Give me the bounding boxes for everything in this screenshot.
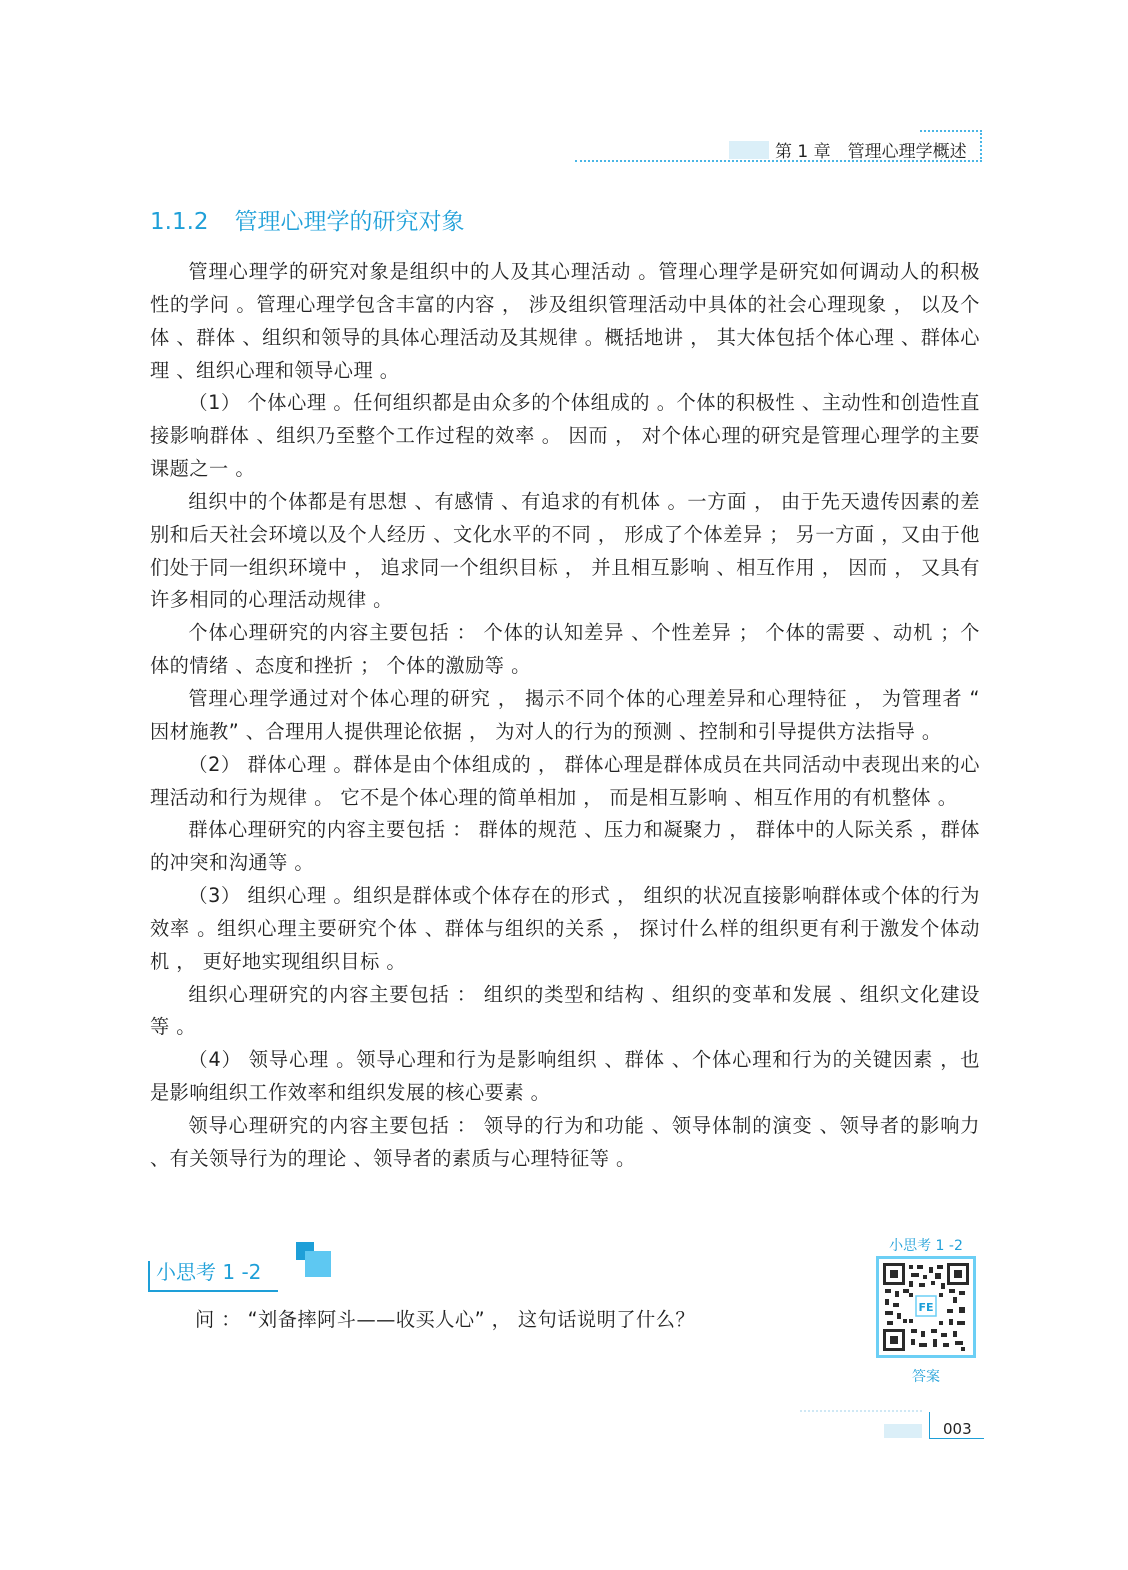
body-text xyxy=(150,256,980,1176)
section-heading xyxy=(150,203,465,236)
paragraph: 组织中的个体都是有思想 、有感情 、有追求的有机体 。一方面 ， 由于先天遗传因素的差别和后天社会环境以及个人经历 、文化水平的不同 ， 形成了个体差异 ； 另一方面 ，又由于他们处于同一组织环境中 ， 追求同一个组织目标 ， 并且相互影响 、相互作用 ， 因而 ， 又具有许多相同的心理活动规律 。 xyxy=(150,489,980,612)
decorative-square-icon xyxy=(305,1251,331,1277)
header-dotted-top xyxy=(920,130,982,132)
footer-tab xyxy=(884,1424,922,1438)
qr-code[interactable] xyxy=(876,1256,976,1358)
qr-code-icon xyxy=(883,1263,969,1351)
qr-title: 小思考 1 -2 xyxy=(889,1238,963,1254)
think-question: 问 ： “刘备摔阿斗——收买人心” ， 这句话说明了什么？ xyxy=(195,1308,696,1331)
paragraph: 组织心理研究的内容主要包括 ： 组织的类型和结构 、组织的变革和发展 、组织文化建设等 。 xyxy=(150,982,980,1039)
running-header xyxy=(575,130,982,162)
chapter-title: 第 1 章 管理心理学概述 xyxy=(775,142,967,162)
header-tab xyxy=(729,141,769,159)
paragraph: （1） 个体心理 。任何组织都是由众多的个体组成的 。个体的积极性 、主动性和创造性直接影响群体 、组织乃至整个工作过程的效率 。 因而 ， 对个体心理的研究是管理心理学的主要课题之一 。 xyxy=(150,391,980,481)
section-number: 1.1.2 xyxy=(150,209,209,235)
paragraph: （2） 群体心理 。群体是由个体组成的 ， 群体心理是群体成员在共同活动中表现出来的心理活动和行为规律 。 它不是个体心理的简单相加 ， 而是相互影响 、相互作用的有机整体 。 xyxy=(150,752,980,809)
qr-caption: 答案 xyxy=(912,1369,940,1385)
footer-divider xyxy=(929,1412,930,1439)
paragraph: 领导心理研究的内容主要包括 ： 领导的行为和功能 、领导体制的演变 、领导者的影响力 、有关领导行为的理论 、领导者的素质与心理特征等 。 xyxy=(150,1113,980,1170)
page-footer xyxy=(800,1410,984,1442)
think-box-left-bar xyxy=(148,1261,150,1291)
paragraph: 群体心理研究的内容主要包括 ： 群体的规范 、压力和凝聚力 ， 群体中的人际关系 ，群体的冲突和沟通等 。 xyxy=(150,818,980,875)
think-box xyxy=(148,1242,338,1292)
paragraph: 个体心理研究的内容主要包括 ： 个体的认知差异 、个性差异 ； 个体的需要 、动机 ；个体的情绪 、态度和挫折 ； 个体的激励等 。 xyxy=(150,621,980,678)
paragraph: 管理心理学的研究对象是组织中的人及其心理活动 。管理心理学是研究如何调动人的积极性的学问 。管理心理学包含丰富的内容 ， 涉及组织管理活动中具体的社会心理现象 ， 以及个体 、群体 、组织和领导的具体心理活动及其规律 。概括地讲 ， 其大体包括个体心理 、群体心理 、组织心理和领导心理 。 xyxy=(150,260,980,382)
think-box-underline xyxy=(148,1290,278,1292)
think-box-label: 小思考 1 -2 xyxy=(156,1260,262,1284)
paragraph: （4） 领导心理 。领导心理和行为是影响组织 、群体 、个体心理和行为的关键因素 ，也是影响组织工作效率和组织发展的核心要素 。 xyxy=(150,1048,980,1105)
page-number: 003 xyxy=(943,1420,972,1438)
footer-underline xyxy=(929,1438,984,1439)
paragraph: （3） 组织心理 。组织是群体或个体存在的形式 ， 组织的状况直接影响群体或个体的行为效率 。组织心理主要研究个体 、群体与组织的关系 ， 探讨什么样的组织更有利于激发个体动机 ， 更好地实现组织目标 。 xyxy=(150,884,980,973)
section-title: 管理心理学的研究对象 xyxy=(234,209,465,235)
footer-dotted-line xyxy=(800,1410,922,1412)
header-dotted-right xyxy=(980,130,982,162)
qr-logo-text: FE xyxy=(918,1301,934,1314)
paragraph: 管理心理学通过对个体心理的研究 ， 揭示不同个体的心理差异和心理特征 ， 为管理者 “ 因材施教” 、合理用人提供理论依据 ， 为对人的行为的预测 、控制和引导提供方法指导 。 xyxy=(150,686,980,743)
